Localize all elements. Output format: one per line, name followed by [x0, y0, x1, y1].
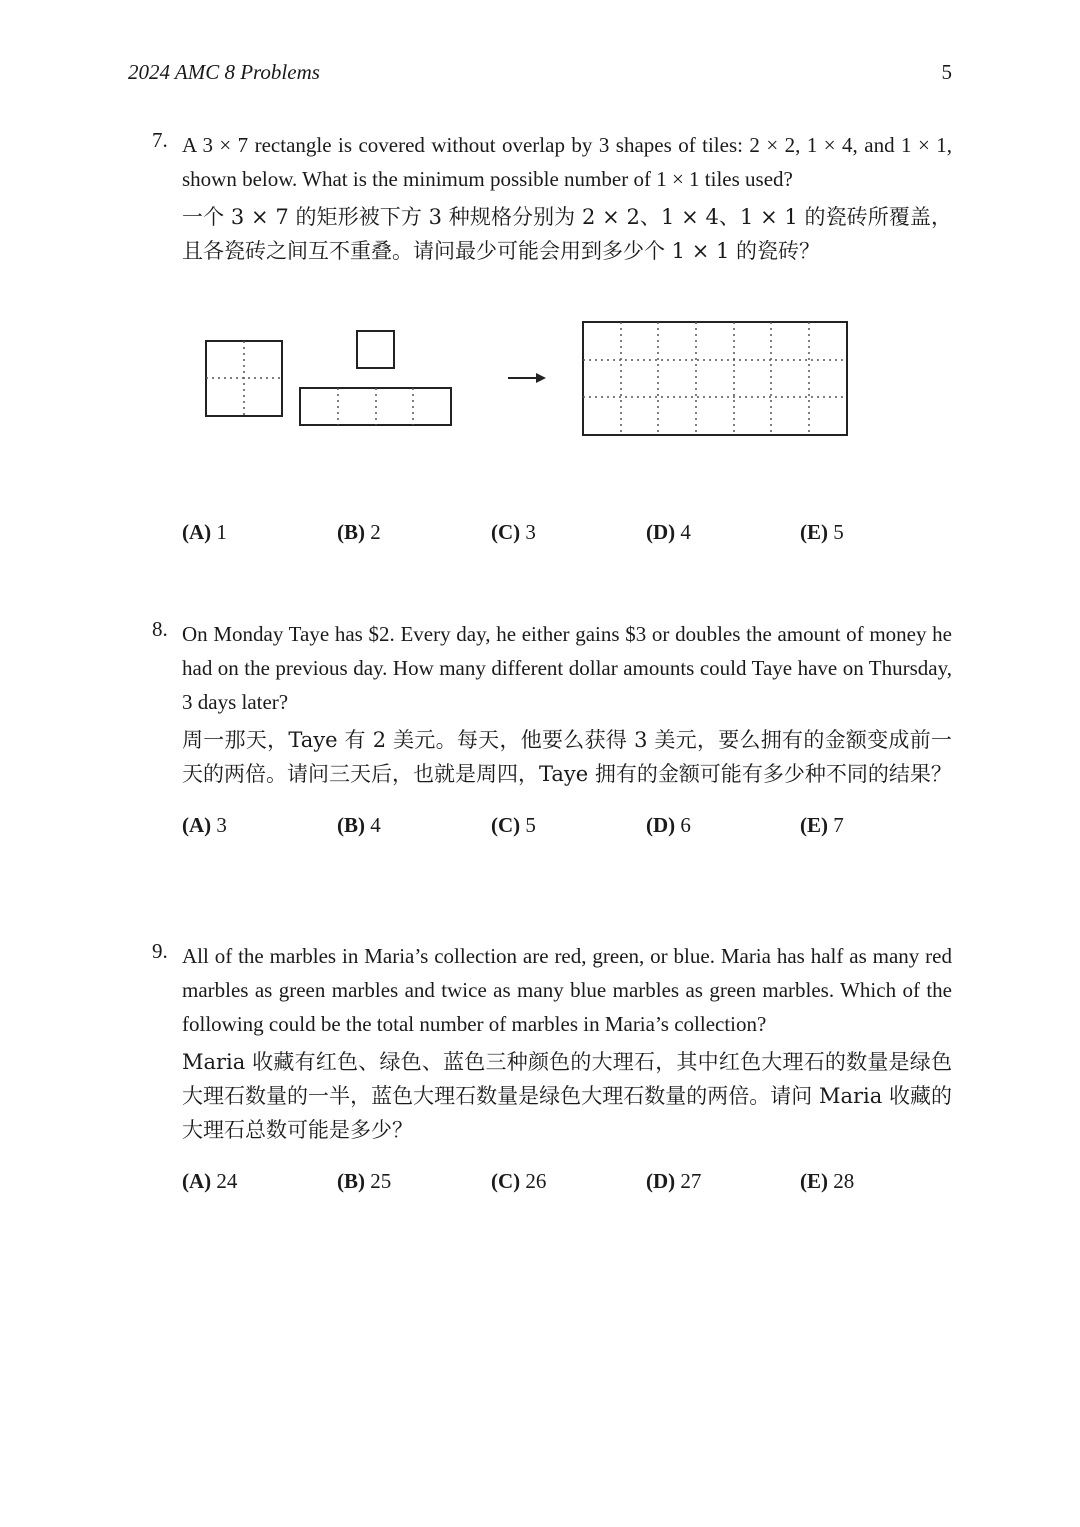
choice-d[interactable]: (D) 6 — [646, 813, 691, 837]
problem-text-zh: 周一那天，Taye 有 2 美元。每天，他要么获得 3 美元，要么拥有的金额变成前一天的两倍。请问三天后，也就是周四，Taye 拥有的金额可能有多少种不同的结果？ — [182, 728, 952, 786]
rectangle-3x7 — [583, 322, 847, 435]
choice-d[interactable]: (D) 4 — [646, 520, 691, 544]
tile-1x1 — [357, 331, 394, 368]
choice-c[interactable]: (C) 5 — [491, 813, 536, 837]
problem-number: 9. — [152, 939, 168, 963]
choice-a[interactable]: (A) 1 — [182, 520, 227, 544]
choice-e[interactable]: (E) 5 — [800, 520, 844, 544]
problem-text-en: On Monday Taye has $2. Every day, he either gains $3 or doubles the amount of money he had on the previous day. How many different dollar amounts could Taye have on Thursday, 3 days later? — [182, 622, 952, 714]
choice-c[interactable]: (C) 26 — [491, 1169, 547, 1193]
problem-text-zh: 一个 3 × 7 的矩形被下方 3 种规格分别为 2 × 2、1 × 4、1 × 1 的瓷砖所覆盖，且各瓷砖之间互不重叠。请问最少可能会用到多少个 1 × 1 的瓷砖？ — [182, 205, 952, 263]
tile-1x4 — [300, 388, 451, 425]
problem-7-choices — [152, 520, 952, 550]
problem-7 — [152, 128, 952, 268]
answer-choices — [182, 520, 952, 550]
choice-b[interactable]: (B) 25 — [337, 1169, 392, 1193]
tiling-figure — [200, 315, 860, 445]
problem-number: 7. — [152, 128, 168, 152]
page-number: 5 — [941, 60, 952, 84]
document-title: 2024 AMC 8 Problems — [128, 60, 320, 84]
problem-number: 8. — [152, 617, 168, 641]
choice-a[interactable]: (A) 24 — [182, 1169, 238, 1193]
choice-a[interactable]: (A) 3 — [182, 813, 227, 837]
problem-text-zh: Maria 收藏有红色、绿色、蓝色三种颜色的大理石，其中红色大理石的数量是绿色大理石数量的一半，蓝色大理石数量是绿色大理石数量的两倍。请问 Maria 收藏的大理石总数可能是多少？ — [182, 1050, 952, 1142]
choice-b[interactable]: (B) 4 — [337, 813, 381, 837]
right-arrow-icon — [508, 373, 546, 383]
answer-choices — [182, 1169, 952, 1199]
problem-8 — [152, 617, 952, 843]
choice-c[interactable]: (C) 3 — [491, 520, 536, 544]
problem-text-en: A 3 × 7 rectangle is covered without overlap by 3 shapes of tiles: 2 × 2, 1 × 4, and 1 × 1, shown below. What is the minimum possible number of 1 × 1 tiles used? — [182, 133, 952, 191]
page-header — [128, 60, 952, 90]
choice-d[interactable]: (D) 27 — [646, 1169, 702, 1193]
answer-choices — [182, 813, 952, 843]
choice-e[interactable]: (E) 7 — [800, 813, 844, 837]
tile-2x2 — [206, 341, 282, 416]
choice-e[interactable]: (E) 28 — [800, 1169, 855, 1193]
problem-text-en: All of the marbles in Maria’s collection are red, green, or blue. Maria has half as many red marbles as green marbles and twice as many blue marbles as green marbles. Which of the following could be the total number of marbles in Maria’s collection? — [182, 944, 952, 1036]
choice-b[interactable]: (B) 2 — [337, 520, 381, 544]
problem-9 — [152, 939, 952, 1199]
